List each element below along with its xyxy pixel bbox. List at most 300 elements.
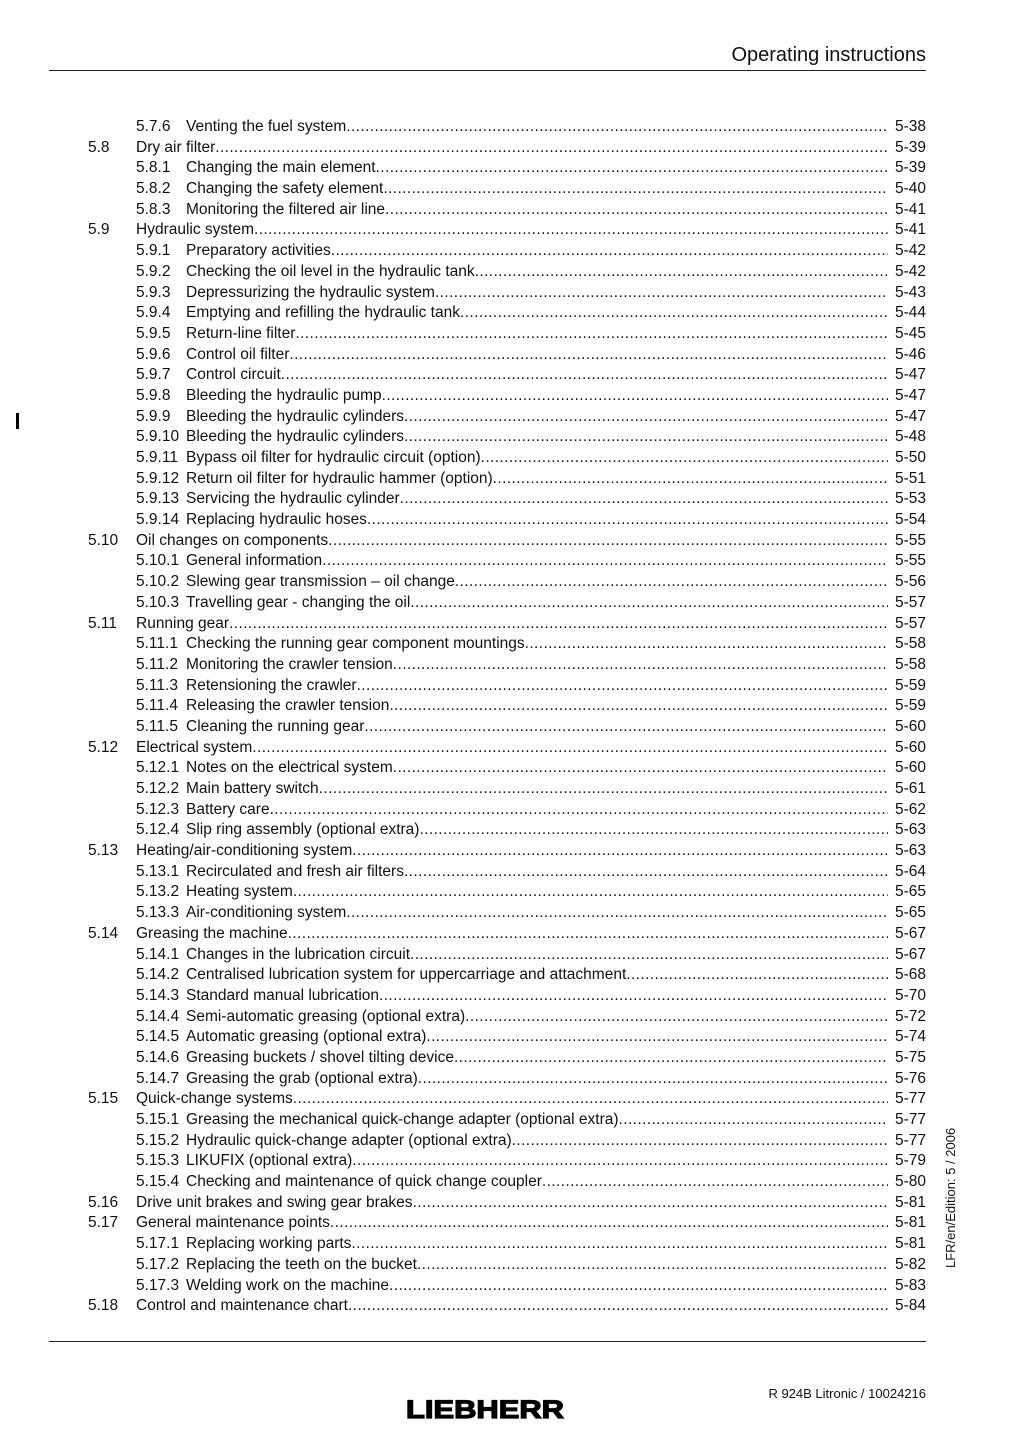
dot-leader	[626, 965, 888, 986]
toc-entry-number: 5.8.1	[136, 159, 171, 177]
toc-entry[interactable]	[0, 303, 1024, 324]
toc-entry-page: 5-77	[894, 1111, 926, 1128]
toc-entry-page: 5-43	[894, 283, 926, 301]
toc-entry-page: 5-60	[894, 738, 926, 756]
toc-entry[interactable]	[0, 117, 1024, 138]
toc-entry-leader	[136, 220, 888, 241]
toc-entry-page: 5-42	[894, 262, 926, 280]
toc-entry[interactable]	[0, 1213, 1024, 1234]
dot-leader	[229, 614, 888, 635]
dot-leader	[352, 1151, 888, 1172]
toc-entry-title: Slip ring assembly (optional extra)	[186, 821, 420, 839]
toc-entry[interactable]	[0, 1172, 1024, 1193]
toc-entry-page: 5-41	[894, 200, 926, 218]
toc-entry[interactable]	[0, 945, 1024, 966]
toc-entry-page: 5-51	[894, 469, 926, 487]
toc-entry[interactable]	[0, 510, 1024, 531]
toc-entry-number: 5.17	[88, 1214, 119, 1232]
toc-entry-page: 5-83	[894, 1276, 926, 1294]
toc-entry-leader	[186, 572, 888, 593]
toc-entry-page: 5-58	[894, 635, 926, 653]
toc-entry-title: Control and maintenance chart	[136, 1297, 348, 1315]
dot-leader	[542, 1172, 888, 1193]
toc-entry-page: 5-45	[894, 324, 926, 342]
dot-leader	[455, 572, 888, 593]
toc-entry[interactable]	[0, 593, 1024, 614]
toc-entry-title: Changes in the lubrication circuit	[186, 945, 411, 963]
toc-entry-leader	[186, 986, 888, 1007]
toc-entry[interactable]	[0, 1027, 1024, 1048]
toc-entry-leader	[186, 345, 888, 366]
dot-leader	[413, 1193, 888, 1214]
toc-entry-page: 5-81	[894, 1235, 926, 1253]
dot-leader	[525, 634, 888, 655]
toc-entry[interactable]	[0, 696, 1024, 717]
toc-entry-leader	[186, 779, 888, 800]
table-of-contents	[0, 117, 1024, 1317]
toc-entry-title: Drive unit brakes and swing gear brakes	[136, 1193, 413, 1211]
toc-entry-page: 5-44	[894, 304, 926, 322]
toc-entry[interactable]	[0, 407, 1024, 428]
toc-entry[interactable]	[0, 283, 1024, 304]
header-rule	[49, 70, 926, 71]
toc-entry-page: 5-56	[894, 573, 926, 591]
toc-entry-number: 5.14	[88, 924, 119, 942]
toc-entry[interactable]	[0, 738, 1024, 759]
toc-entry-page: 5-79	[894, 1152, 926, 1170]
toc-entry[interactable]	[0, 365, 1024, 386]
toc-entry-title: General maintenance points	[136, 1214, 330, 1232]
dot-leader	[376, 158, 888, 179]
toc-entry-number: 5.13.3	[136, 904, 180, 922]
toc-entry-leader	[186, 717, 888, 738]
toc-entry-title: Greasing the grab (optional extra)	[186, 1069, 418, 1087]
toc-entry-title: Dry air filter	[136, 138, 216, 156]
toc-entry[interactable]	[0, 634, 1024, 655]
toc-entry[interactable]	[0, 820, 1024, 841]
toc-entry[interactable]	[0, 882, 1024, 903]
footer-rule	[49, 1341, 926, 1342]
dot-leader	[435, 283, 888, 304]
toc-entry-number: 5.12.4	[136, 821, 180, 839]
toc-entry-number: 5.14.7	[136, 1069, 180, 1087]
toc-entry-leader	[186, 262, 888, 283]
toc-entry-title: Replacing the teeth on the bucket	[186, 1255, 417, 1273]
toc-entry-leader	[186, 758, 888, 779]
toc-entry-title: Return oil filter for hydraulic hammer (option)	[186, 469, 493, 487]
toc-entry-page: 5-41	[894, 221, 926, 239]
dot-leader	[319, 779, 888, 800]
toc-entry-title: Changing the main element	[186, 159, 376, 177]
toc-entry-leader	[186, 158, 888, 179]
dot-leader	[410, 945, 888, 966]
toc-entry-leader	[136, 614, 888, 635]
toc-entry[interactable]	[0, 655, 1024, 676]
toc-entry-leader	[186, 862, 888, 883]
toc-entry-page: 5-58	[894, 655, 926, 673]
toc-entry-leader	[136, 841, 888, 862]
toc-entry-number: 5.9.6	[136, 345, 171, 363]
toc-entry-page: 5-60	[894, 759, 926, 777]
toc-entry-page: 5-40	[894, 180, 926, 198]
dot-leader	[419, 820, 888, 841]
dot-leader	[293, 1089, 888, 1110]
dot-leader	[512, 1131, 888, 1152]
toc-entry[interactable]	[0, 862, 1024, 883]
toc-entry[interactable]	[0, 1007, 1024, 1028]
toc-entry-leader	[186, 283, 888, 304]
toc-entry-number: 5.10.1	[136, 552, 180, 570]
dot-leader	[352, 841, 888, 862]
toc-entry-title: Heating system	[186, 883, 293, 901]
toc-entry-number: 5.15.1	[136, 1111, 180, 1128]
toc-entry-number: 5.12.3	[136, 800, 180, 818]
toc-entry-number: 5.12.1	[136, 759, 180, 777]
toc-entry-title: Hydraulic system	[136, 221, 254, 239]
toc-entry-page: 5-65	[894, 904, 926, 922]
toc-entry[interactable]	[0, 448, 1024, 469]
dot-leader	[475, 262, 888, 283]
toc-entry-number: 5.9	[88, 221, 110, 239]
toc-entry-number: 5.12.2	[136, 780, 180, 797]
toc-entry-leader	[186, 489, 888, 510]
toc-entry-title: General information	[186, 552, 323, 570]
toc-entry-title: Running gear	[136, 614, 230, 632]
toc-entry[interactable]	[0, 572, 1024, 593]
toc-entry-number: 5.10.2	[136, 573, 180, 591]
toc-entry-page: 5-64	[894, 862, 926, 880]
toc-entry-leader	[186, 1151, 888, 1172]
toc-entry-title: Centralised lubrication system for uppercarriage and attachment	[186, 966, 627, 984]
toc-entry[interactable]	[0, 1048, 1024, 1069]
toc-entry[interactable]	[0, 1069, 1024, 1090]
toc-entry-number: 5.8	[88, 138, 110, 156]
toc-entry-leader	[186, 593, 888, 614]
toc-entry[interactable]	[0, 345, 1024, 366]
dot-leader	[270, 800, 888, 821]
toc-entry-page: 5-80	[894, 1173, 926, 1191]
toc-entry-leader	[186, 241, 888, 262]
toc-entry-title: Bleeding the hydraulic cylinders	[186, 428, 404, 446]
toc-entry-leader	[136, 1213, 888, 1234]
toc-entry-number: 5.11.5	[136, 717, 178, 735]
toc-entry[interactable]	[0, 1089, 1024, 1110]
toc-entry[interactable]	[0, 1193, 1024, 1214]
toc-entry[interactable]	[0, 800, 1024, 821]
toc-entry-page: 5-77	[894, 1090, 926, 1108]
toc-entry-title: Oil changes on components	[136, 531, 329, 549]
toc-entry[interactable]	[0, 386, 1024, 407]
toc-entry-title: Heating/air-conditioning system	[136, 842, 353, 860]
toc-entry-leader	[186, 1234, 888, 1255]
dot-leader	[465, 1007, 888, 1028]
toc-entry-page: 5-46	[894, 345, 926, 363]
dot-leader	[389, 1276, 888, 1297]
toc-entry-page: 5-55	[894, 531, 926, 549]
toc-entry-leader	[186, 407, 888, 428]
dot-leader	[288, 924, 888, 945]
dot-leader	[385, 200, 888, 221]
toc-entry-title: Greasing buckets / shovel tilting device	[186, 1048, 454, 1066]
toc-entry-title: Bleeding the hydraulic cylinders	[186, 407, 404, 425]
toc-entry-number: 5.11.3	[136, 676, 178, 694]
toc-entry-number: 5.18	[88, 1297, 119, 1315]
toc-entry-page: 5-70	[894, 986, 926, 1004]
toc-entry-number: 5.11.2	[136, 655, 178, 673]
toc-entry[interactable]	[0, 200, 1024, 221]
toc-entry-page: 5-77	[894, 1131, 926, 1149]
dot-leader	[382, 386, 888, 407]
toc-entry-page: 5-59	[894, 676, 926, 694]
toc-entry-leader	[186, 324, 888, 345]
toc-entry-number: 5.14.6	[136, 1048, 180, 1066]
dot-leader	[454, 1048, 888, 1069]
toc-entry[interactable]	[0, 676, 1024, 697]
toc-entry-title: Monitoring the crawler tension	[186, 655, 393, 673]
toc-entry-number: 5.9.9	[136, 407, 171, 425]
toc-entry-leader	[186, 676, 888, 697]
dot-leader	[289, 345, 888, 366]
toc-entry-title: Monitoring the filtered air line	[186, 200, 386, 218]
dot-leader	[351, 1234, 888, 1255]
toc-entry-number: 5.9.10	[136, 428, 180, 446]
toc-entry-title: Return-line filter	[186, 324, 296, 342]
toc-entry-title: Recirculated and fresh air filters	[186, 862, 404, 880]
toc-entry-page: 5-63	[894, 842, 926, 860]
toc-entry[interactable]	[0, 717, 1024, 738]
toc-entry[interactable]	[0, 469, 1024, 490]
toc-entry[interactable]	[0, 965, 1024, 986]
toc-entry-title: Quick-change systems	[136, 1090, 293, 1108]
toc-entry[interactable]	[0, 903, 1024, 924]
toc-entry-title: Standard manual lubrication	[186, 986, 380, 1004]
toc-entry-page: 5-42	[894, 242, 926, 260]
edition-label: LFR/en/Edition: 5 / 2006	[943, 1127, 958, 1268]
toc-entry-leader	[186, 655, 888, 676]
toc-entry-page: 5-76	[894, 1069, 926, 1087]
toc-entry[interactable]	[0, 1151, 1024, 1172]
toc-entry[interactable]	[0, 1255, 1024, 1276]
toc-entry-title: Notes on the electrical system	[186, 759, 393, 777]
toc-entry-leader	[186, 200, 888, 221]
toc-entry-leader	[136, 924, 888, 945]
toc-entry-leader	[186, 1007, 888, 1028]
toc-entry-leader	[186, 303, 888, 324]
toc-entry-leader	[186, 903, 888, 924]
toc-entry-page: 5-67	[894, 924, 926, 942]
toc-entry-title: Electrical system	[136, 738, 253, 756]
liebherr-logo	[404, 1395, 566, 1423]
toc-entry[interactable]	[0, 179, 1024, 200]
toc-entry[interactable]	[0, 1276, 1024, 1297]
toc-entry-page: 5-57	[894, 593, 926, 611]
toc-entry-leader	[186, 820, 888, 841]
toc-entry-number: 5.9.5	[136, 324, 171, 342]
toc-entry-page: 5-62	[894, 800, 926, 818]
toc-entry-leader	[186, 365, 888, 386]
dot-leader	[328, 531, 888, 552]
toc-entry-title: Main battery switch	[186, 780, 319, 797]
dot-leader	[330, 1213, 888, 1234]
page-header-title: Operating instructions	[731, 44, 926, 66]
toc-entry-page: 5-48	[894, 428, 926, 446]
toc-entry-page: 5-60	[894, 717, 926, 735]
toc-entry-number: 5.9.14	[136, 511, 180, 529]
toc-entry-number: 5.9.13	[136, 490, 180, 508]
toc-entry-page: 5-61	[894, 780, 926, 797]
toc-entry-title: Semi-automatic greasing (optional extra)	[186, 1007, 466, 1025]
toc-entry[interactable]	[0, 489, 1024, 510]
toc-entry-number: 5.9.11	[136, 449, 178, 466]
toc-entry[interactable]	[0, 779, 1024, 800]
toc-entry-title: Greasing the machine	[136, 924, 288, 942]
toc-entry-title: Hydraulic quick-change adapter (optional extra)	[186, 1131, 512, 1149]
toc-entry-leader	[186, 1110, 888, 1131]
toc-entry-title: Releasing the crawler tension	[186, 697, 390, 715]
toc-entry-title: Welding work on the machine	[186, 1276, 390, 1294]
toc-entry[interactable]	[0, 241, 1024, 262]
toc-entry-title: Battery care	[186, 800, 270, 818]
toc-entry-title: Preparatory activities	[186, 242, 331, 260]
toc-entry[interactable]	[0, 427, 1024, 448]
dot-leader	[383, 179, 888, 200]
toc-entry-title: Changing the safety element	[186, 180, 384, 198]
toc-entry-number: 5.8.2	[136, 180, 171, 198]
toc-entry-number: 5.15	[88, 1090, 119, 1108]
toc-entry-leader	[186, 179, 888, 200]
toc-entry[interactable]	[0, 841, 1024, 862]
toc-entry-page: 5-82	[894, 1255, 926, 1273]
toc-entry-title: Travelling gear - changing the oil	[186, 593, 411, 611]
toc-entry-leader	[186, 1276, 888, 1297]
toc-entry-number: 5.14.1	[136, 945, 180, 963]
svg-text:LIEBHERR: LIEBHERR	[406, 1396, 564, 1423]
toc-entry-page: 5-63	[894, 821, 926, 839]
toc-entry-leader	[186, 1255, 888, 1276]
toc-entry-title: Air-conditioning system	[186, 904, 347, 922]
toc-entry-number: 5.8.3	[136, 200, 171, 218]
toc-entry[interactable]	[0, 1131, 1024, 1152]
toc-entry-page: 5-38	[894, 118, 926, 135]
toc-entry-title: LIKUFIX (optional extra)	[186, 1152, 353, 1170]
toc-entry-leader	[186, 427, 888, 448]
toc-entry-number: 5.11	[88, 614, 118, 632]
dot-leader	[410, 593, 888, 614]
toc-entry[interactable]	[0, 1110, 1024, 1131]
dot-leader	[393, 758, 888, 779]
toc-entry-page: 5-53	[894, 490, 926, 508]
toc-entry[interactable]	[0, 924, 1024, 945]
toc-entry-number: 5.11.1	[136, 635, 178, 653]
dot-leader	[254, 220, 888, 241]
toc-entry-number: 5.15.2	[136, 1131, 180, 1149]
toc-entry-number: 5.14.2	[136, 966, 180, 984]
toc-entry-leader	[186, 386, 888, 407]
toc-entry-page: 5-68	[894, 966, 926, 984]
toc-entry-page: 5-47	[894, 407, 926, 425]
toc-entry[interactable]	[0, 758, 1024, 779]
toc-entry-page: 5-50	[894, 449, 926, 466]
toc-entry[interactable]	[0, 1234, 1024, 1255]
toc-entry-leader	[186, 634, 888, 655]
toc-entry-number: 5.7.6	[136, 118, 171, 135]
toc-entry[interactable]	[0, 158, 1024, 179]
dot-leader	[364, 717, 888, 738]
toc-entry-title: Control oil filter	[186, 345, 290, 363]
toc-entry-title: Cleaning the running gear	[186, 717, 365, 735]
toc-entry-number: 5.13	[88, 842, 119, 860]
toc-entry[interactable]	[0, 324, 1024, 345]
toc-entry-title: Checking and maintenance of quick change coupler	[186, 1173, 542, 1191]
toc-entry-page: 5-65	[894, 883, 926, 901]
toc-entry-number: 5.9.4	[136, 304, 171, 322]
toc-entry-leader	[186, 510, 888, 531]
toc-entry-number: 5.11.4	[136, 697, 178, 715]
toc-entry-title: Servicing the hydraulic cylinder	[186, 490, 400, 508]
dot-leader	[293, 882, 888, 903]
toc-entry-leader	[136, 1296, 888, 1317]
toc-entry-title: Emptying and refilling the hydraulic tank	[186, 304, 460, 322]
toc-entry-number: 5.15.3	[136, 1152, 180, 1170]
toc-entry[interactable]	[0, 614, 1024, 635]
toc-entry-page: 5-72	[894, 1007, 926, 1025]
dot-leader	[404, 862, 888, 883]
toc-entry[interactable]	[0, 138, 1024, 159]
toc-entry-leader	[186, 1131, 888, 1152]
toc-entry-leader	[136, 138, 888, 159]
dot-leader	[322, 551, 888, 572]
toc-entry-title: Replacing hydraulic hoses	[186, 511, 367, 529]
toc-entry-page: 5-57	[894, 614, 926, 632]
toc-entry-title: Control circuit	[186, 366, 281, 384]
toc-entry-number: 5.9.1	[136, 242, 171, 260]
toc-entry[interactable]	[0, 986, 1024, 1007]
toc-entry-title: Bypass oil filter for hydraulic circuit (option)	[186, 449, 481, 466]
dot-leader	[346, 117, 888, 138]
toc-entry[interactable]	[0, 1296, 1024, 1317]
dot-leader	[252, 738, 888, 759]
toc-entry-title: Retensioning the crawler	[186, 676, 357, 694]
toc-entry[interactable]	[0, 531, 1024, 552]
toc-entry-page: 5-39	[894, 159, 926, 177]
toc-entry-title: Replacing working parts	[186, 1235, 352, 1253]
dot-leader	[367, 510, 888, 531]
toc-entry[interactable]	[0, 551, 1024, 572]
toc-entry-title: Checking the running gear component mountings	[186, 635, 525, 653]
toc-entry-number: 5.9.7	[136, 366, 171, 384]
toc-entry-page: 5-67	[894, 945, 926, 963]
toc-entry-leader	[186, 800, 888, 821]
dot-leader	[481, 448, 888, 469]
dot-leader	[215, 138, 888, 159]
toc-entry[interactable]	[0, 220, 1024, 241]
dot-leader	[493, 469, 888, 490]
toc-entry-title: Checking the oil level in the hydraulic tank	[186, 262, 475, 280]
toc-entry-number: 5.17.1	[136, 1235, 180, 1253]
toc-entry-leader	[136, 1193, 888, 1214]
toc-entry[interactable]	[0, 262, 1024, 283]
toc-entry-page: 5-81	[894, 1214, 926, 1232]
toc-entry-title: Slewing gear transmission – oil change	[186, 573, 455, 591]
toc-entry-page: 5-84	[894, 1297, 926, 1315]
toc-entry-number: 5.9.12	[136, 469, 180, 487]
toc-entry-leader	[136, 738, 888, 759]
toc-entry-number: 5.13.1	[136, 862, 180, 880]
toc-entry-leader	[186, 1069, 888, 1090]
toc-entry-title: Greasing the mechanical quick-change adapter (optional extra)	[186, 1111, 619, 1128]
dot-leader	[389, 696, 888, 717]
toc-entry-page: 5-75	[894, 1048, 926, 1066]
